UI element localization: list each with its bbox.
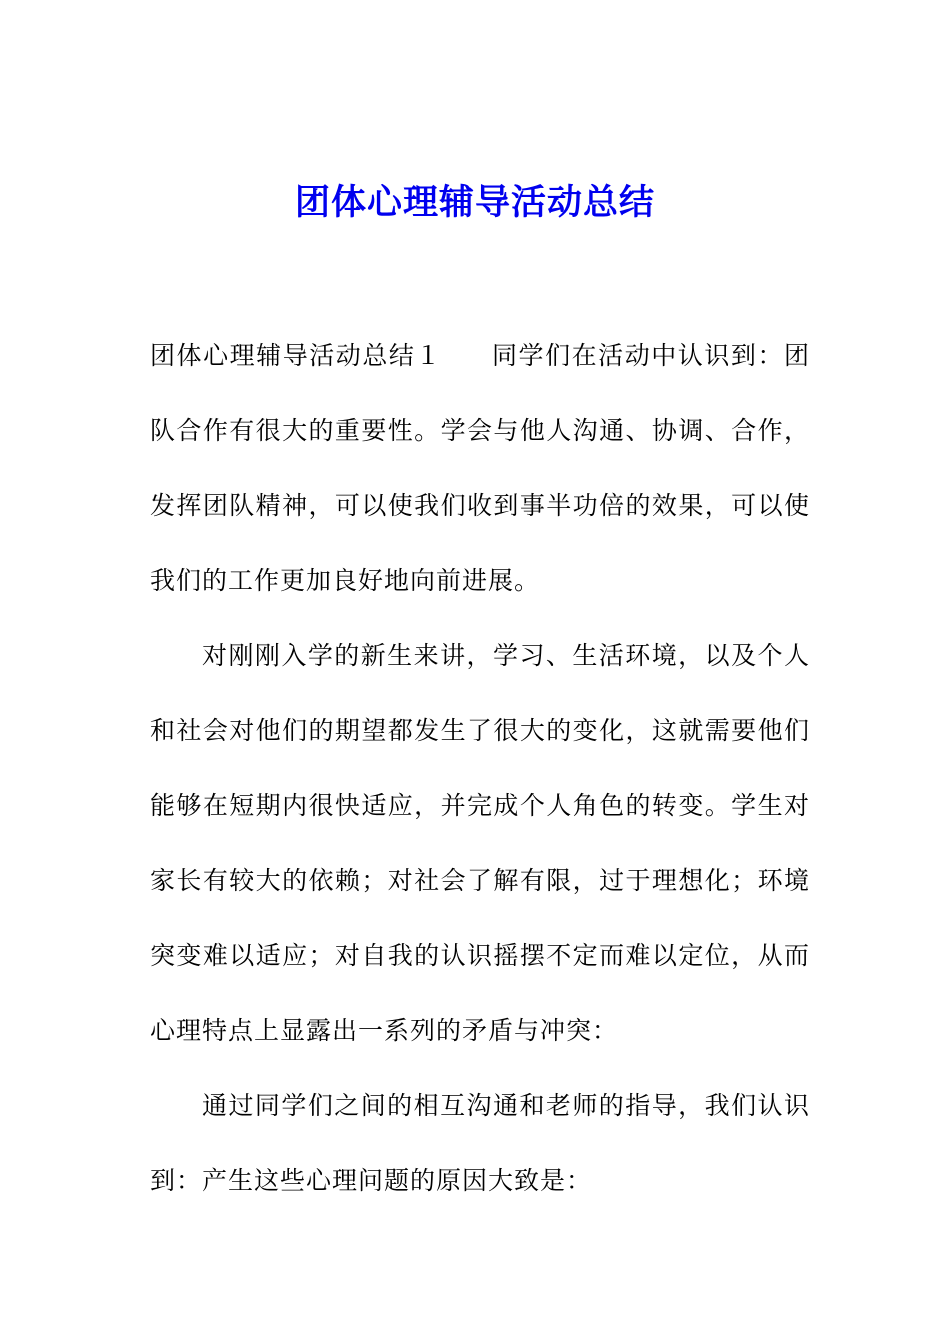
section-heading: 团体心理辅导活动总结１ [150,341,442,370]
document-title: 团体心理辅导活动总结 [294,183,655,223]
document-body [150,318,810,1218]
paragraph-1 [150,318,810,618]
paragraph-1-text: 同学们在活动中认识到：团队合作有很大的重要性。学会与他人沟通、协调、合作，发挥团队精神，可以使我们收到事半功倍的效果，可以使我们的工作更加良好地向前进展。 [150,341,810,595]
paragraph-2: 对刚刚入学的新生来讲，学习、生活环境，以及个人和社会对他们的期望都发生了很大的变化，这就需要他们能够在短期内很快适应，并完成个人角色的转变。学生对家长有较大的依赖；对社会了解有限，过于理想化；环境突变难以适应；对自我的认识摇摆不定而难以定位，从而心理特点上显露出一系列的矛盾与冲突： [150,641,810,1045]
paragraph-3: 通过同学们之间的相互沟通和老师的指导，我们认识到：产生这些心理问题的原因大致是： [150,1091,810,1195]
